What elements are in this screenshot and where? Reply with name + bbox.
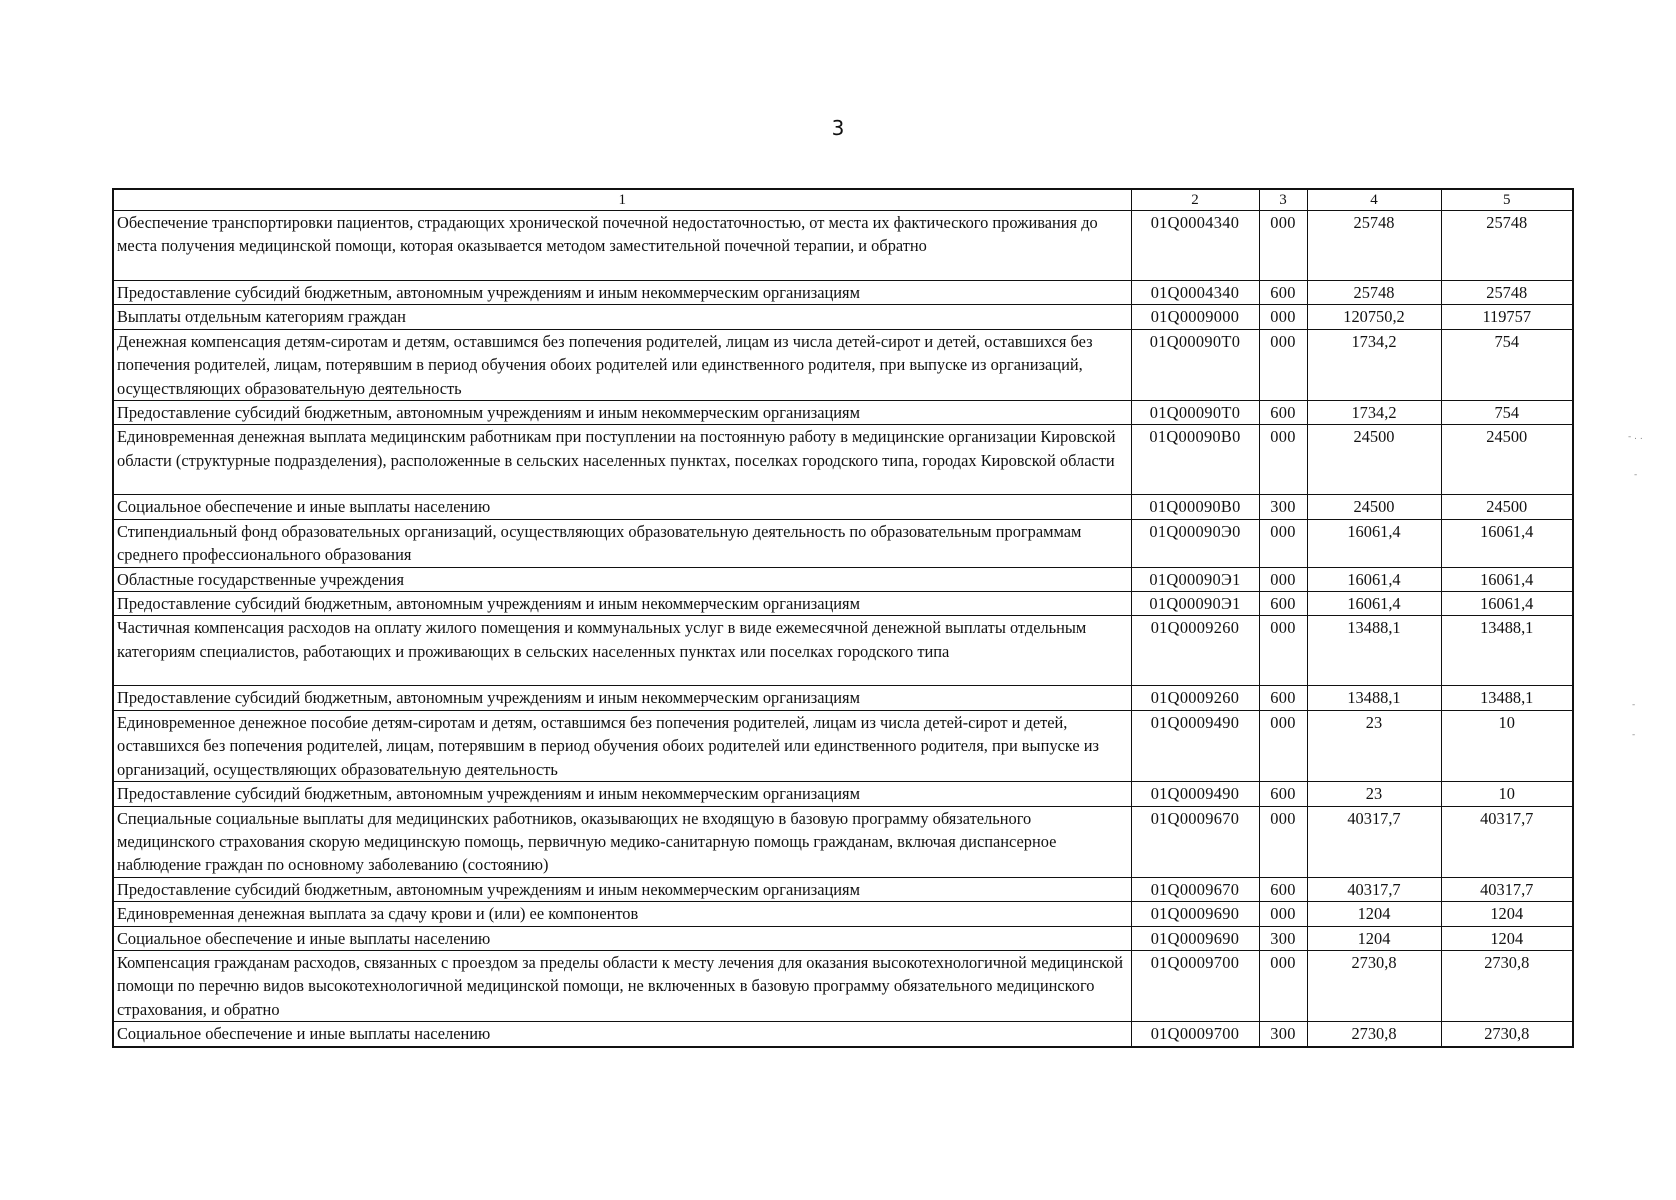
row-code: 01Q0009490 (1131, 782, 1259, 806)
table-row (113, 425, 1573, 495)
row-value-year-2: 119757 (1441, 305, 1573, 329)
row-value-year-2: 25748 (1441, 281, 1573, 305)
row-value-year-1: 2730,8 (1307, 950, 1441, 1021)
row-expense-type: 000 (1259, 211, 1307, 281)
row-code: 01Q00090Т0 (1131, 401, 1259, 425)
table-row (113, 686, 1573, 710)
row-value-year-1: 1734,2 (1307, 329, 1441, 400)
row-value-year-2: 13488,1 (1441, 616, 1573, 686)
row-value-year-1: 16061,4 (1307, 519, 1441, 567)
row-code: 01Q00090Э1 (1131, 567, 1259, 591)
row-value-year-1: 40317,7 (1307, 877, 1441, 901)
row-code: 01Q0009260 (1131, 686, 1259, 710)
row-code: 01Q0009690 (1131, 926, 1259, 950)
row-name: Стипендиальный фонд образовательных организаций, осуществляющих образовательную деятельность по образовательным программам среднего профессионального образования (113, 519, 1131, 567)
row-name: Социальное обеспечение и иные выплаты населению (113, 495, 1131, 519)
row-code: 01Q0009700 (1131, 1022, 1259, 1047)
table-row (113, 401, 1573, 425)
row-name: Предоставление субсидий бюджетным, автономным учреждениям и иным некоммерческим организациям (113, 401, 1131, 425)
row-value-year-2: 10 (1441, 782, 1573, 806)
row-code: 01Q0009000 (1131, 305, 1259, 329)
table-row (113, 710, 1573, 781)
row-value-year-1: 40317,7 (1307, 806, 1441, 877)
row-value-year-2: 24500 (1441, 495, 1573, 519)
row-name: Частичная компенсация расходов на оплату жилого помещения и коммунальных услуг в виде ежемесячной денежной выплаты отдельным категориям специалистов, работающих и проживающих в сельских населенных пунктах или поселках городского типа (113, 616, 1131, 686)
row-value-year-2: 16061,4 (1441, 592, 1573, 616)
table-row (113, 902, 1573, 926)
row-value-year-1: 1204 (1307, 926, 1441, 950)
row-code: 01Q00090Т0 (1131, 329, 1259, 400)
column-number-4: 4 (1307, 189, 1441, 211)
row-value-year-2: 2730,8 (1441, 950, 1573, 1021)
row-name: Денежная компенсация детям-сиротам и детям, оставшимся без попечения родителей, лицам из числа детей-сирот и детей, оставшихся без попечения родителей, лицам, потерявшим в период обучения обоих родителей или единственного родителя, при выпуске из организаций, осуществляющих образовательную деятельность (113, 329, 1131, 400)
row-value-year-1: 23 (1307, 710, 1441, 781)
row-name: Единовременное денежное пособие детям-сиротам и детям, оставшимся без попечения родителей, лицам из числа детей-сирот и детей, оставшихся без попечения родителей, лицам, потерявшим в период обучения обоих родителей или единственного родителя, при выпуске из организаций, осуществляющих образовательную деятельность (113, 710, 1131, 781)
row-value-year-1: 13488,1 (1307, 686, 1441, 710)
page-number: 3 (831, 116, 845, 140)
row-code: 01Q0009490 (1131, 710, 1259, 781)
row-code: 01Q0009670 (1131, 877, 1259, 901)
table-row (113, 567, 1573, 591)
table-row (113, 950, 1573, 1021)
row-value-year-1: 24500 (1307, 495, 1441, 519)
column-number-1: 1 (113, 189, 1131, 211)
row-value-year-2: 754 (1441, 329, 1573, 400)
table-row (113, 877, 1573, 901)
row-name: Предоставление субсидий бюджетным, автономным учреждениям и иным некоммерческим организациям (113, 592, 1131, 616)
row-value-year-2: 25748 (1441, 211, 1573, 281)
table-header (113, 189, 1573, 211)
row-value-year-1: 23 (1307, 782, 1441, 806)
row-value-year-1: 1734,2 (1307, 401, 1441, 425)
table-row (113, 305, 1573, 329)
row-value-year-2: 40317,7 (1441, 877, 1573, 901)
table-row (113, 782, 1573, 806)
row-expense-type: 000 (1259, 710, 1307, 781)
row-value-year-1: 16061,4 (1307, 592, 1441, 616)
table-row (113, 592, 1573, 616)
row-code: 01Q0009690 (1131, 902, 1259, 926)
row-value-year-2: 10 (1441, 710, 1573, 781)
table-row (113, 616, 1573, 686)
row-name: Предоставление субсидий бюджетным, автономным учреждениям и иным некоммерческим организациям (113, 686, 1131, 710)
row-expense-type: 000 (1259, 519, 1307, 567)
row-value-year-2: 1204 (1441, 902, 1573, 926)
row-expense-type: 000 (1259, 950, 1307, 1021)
row-expense-type: 600 (1259, 877, 1307, 901)
row-name: Обеспечение транспортировки пациентов, страдающих хронической почечной недостаточностью, от места их фактического проживания до места получения медицинской помощи, которая оказывается методом заместительной почечной терапии, и обратно (113, 211, 1131, 281)
row-code: 01Q0009670 (1131, 806, 1259, 877)
row-name: Компенсация гражданам расходов, связанных с проездом за пределы области к месту лечения для оказания высокотехнологичной медицинской помощи по перечню видов высокотехнологичной медицинской помощи, не включенных в базовую программу обязательного медицинского страхования, и обратно (113, 950, 1131, 1021)
row-code: 01Q0009700 (1131, 950, 1259, 1021)
row-code: 01Q00090В0 (1131, 425, 1259, 495)
row-value-year-1: 25748 (1307, 281, 1441, 305)
header-row (113, 189, 1573, 211)
row-expense-type: 300 (1259, 1022, 1307, 1047)
row-expense-type: 000 (1259, 616, 1307, 686)
table-row (113, 926, 1573, 950)
column-number-2: 2 (1131, 189, 1259, 211)
row-name: Выплаты отдельным категориям граждан (113, 305, 1131, 329)
column-number-5: 5 (1441, 189, 1573, 211)
row-expense-type: 000 (1259, 329, 1307, 400)
row-value-year-1: 25748 (1307, 211, 1441, 281)
row-name: Предоставление субсидий бюджетным, автономным учреждениям и иным некоммерческим организациям (113, 877, 1131, 901)
row-name: Предоставление субсидий бюджетным, автономным учреждениям и иным некоммерческим организациям (113, 782, 1131, 806)
scan-speck: - . . (1628, 432, 1643, 442)
row-code: 01Q0009260 (1131, 616, 1259, 686)
row-value-year-2: 1204 (1441, 926, 1573, 950)
table-row (113, 1022, 1573, 1047)
row-code: 01Q0004340 (1131, 211, 1259, 281)
table-row (113, 806, 1573, 877)
row-value-year-1: 1204 (1307, 902, 1441, 926)
row-name: Предоставление субсидий бюджетным, автономным учреждениям и иным некоммерческим организациям (113, 281, 1131, 305)
row-code: 01Q00090В0 (1131, 495, 1259, 519)
table-row (113, 495, 1573, 519)
table-row (113, 281, 1573, 305)
row-value-year-1: 2730,8 (1307, 1022, 1441, 1047)
row-expense-type: 600 (1259, 401, 1307, 425)
row-expense-type: 300 (1259, 495, 1307, 519)
row-expense-type: 600 (1259, 281, 1307, 305)
row-value-year-2: 16061,4 (1441, 567, 1573, 591)
row-expense-type: 000 (1259, 305, 1307, 329)
table-row (113, 329, 1573, 400)
row-name: Единовременная денежная выплата медицинским работникам при поступлении на постоянную работу в медицинские организации Кировской области (структурные подразделения), расположенные в сельских населенных пунктах, поселках городского типа, городах Кировской области (113, 425, 1131, 495)
row-code: 01Q00090Э0 (1131, 519, 1259, 567)
row-name: Единовременная денежная выплата за сдачу крови и (или) ее компонентов (113, 902, 1131, 926)
row-code: 01Q00090Э1 (1131, 592, 1259, 616)
row-value-year-2: 16061,4 (1441, 519, 1573, 567)
budget-table (112, 188, 1574, 1048)
table-row (113, 519, 1573, 567)
row-expense-type: 600 (1259, 686, 1307, 710)
row-name: Областные государственные учреждения (113, 567, 1131, 591)
row-expense-type: 600 (1259, 782, 1307, 806)
row-value-year-2: 13488,1 (1441, 686, 1573, 710)
column-number-3: 3 (1259, 189, 1307, 211)
row-value-year-1: 120750,2 (1307, 305, 1441, 329)
scan-speck: - (1634, 470, 1638, 480)
row-value-year-2: 40317,7 (1441, 806, 1573, 877)
row-expense-type: 000 (1259, 567, 1307, 591)
row-name: Социальное обеспечение и иные выплаты населению (113, 1022, 1131, 1047)
table-body (113, 211, 1573, 1047)
row-expense-type: 300 (1259, 926, 1307, 950)
row-name: Специальные социальные выплаты для медицинских работников, оказывающих не входящую в базовую программу обязательного медицинского страхования скорую медицинскую помощь, первичную медико-санитарную помощь гражданам, включая диспансерное наблюдение граждан по основному заболеванию (состоянию) (113, 806, 1131, 877)
scan-speck: - (1632, 700, 1636, 710)
table-row (113, 211, 1573, 281)
row-expense-type: 000 (1259, 806, 1307, 877)
row-value-year-1: 16061,4 (1307, 567, 1441, 591)
row-value-year-1: 24500 (1307, 425, 1441, 495)
row-value-year-1: 13488,1 (1307, 616, 1441, 686)
row-value-year-2: 2730,8 (1441, 1022, 1573, 1047)
row-value-year-2: 754 (1441, 401, 1573, 425)
row-expense-type: 000 (1259, 425, 1307, 495)
row-name: Социальное обеспечение и иные выплаты населению (113, 926, 1131, 950)
row-code: 01Q0004340 (1131, 281, 1259, 305)
scan-speck: - (1632, 730, 1636, 740)
row-expense-type: 000 (1259, 902, 1307, 926)
row-expense-type: 600 (1259, 592, 1307, 616)
row-value-year-2: 24500 (1441, 425, 1573, 495)
